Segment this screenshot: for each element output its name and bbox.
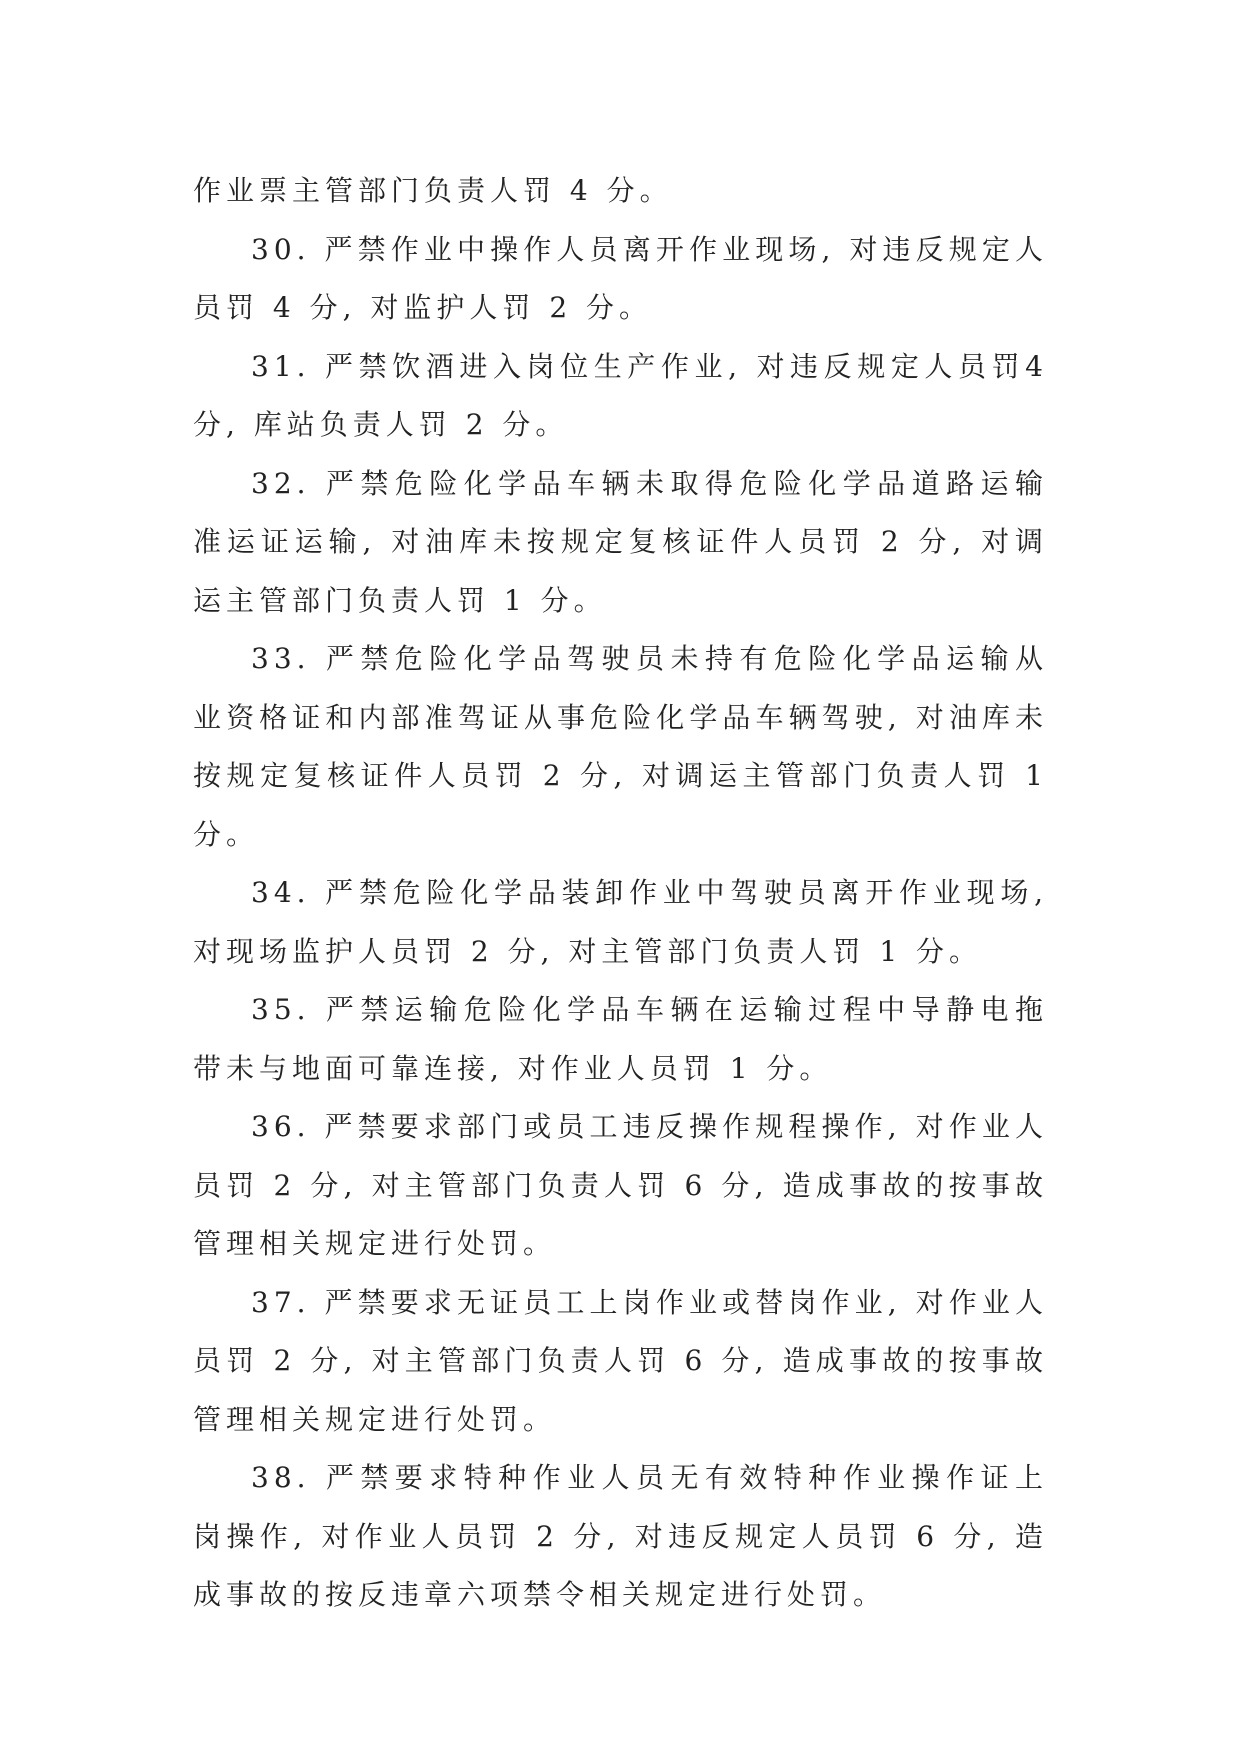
- paragraph-item-37: 37. 严禁要求无证员工上岗作业或替岗作业, 对作业人员罚 2 分, 对主管部门负责人罚 6 分, 造成事故的按事故管理相关规定进行处罚。: [193, 1285, 1048, 1436]
- paragraph-item-30: 30. 严禁作业中操作人员离开作业现场, 对违反规定人员罚 4 分, 对监护人罚 2 分。: [193, 232, 1048, 324]
- paragraph-item-34: 34. 严禁危险化学品装卸作业中驾驶员离开作业现场, 对现场监护人员罚 2 分, 对主管部门负责人罚 1 分。: [193, 876, 1048, 968]
- paragraph-item-32: 32. 严禁危险化学品车辆未取得危险化学品道路运输准运证运输, 对油库未按规定复核证件人员罚 2 分, 对调运主管部门负责人罚 1 分。: [193, 466, 1048, 617]
- paragraph-item-38: 38. 严禁要求特种作业人员无有效特种作业操作证上岗操作, 对作业人员罚 2 分, 对违反规定人员罚 6 分, 造成事故的按反违章六项禁令相关规定进行处罚。: [193, 1461, 1048, 1611]
- paragraph-item-33: 33. 严禁危险化学品驾驶员未持有危险化学品运输从业资格证和内部准驾证从事危险化学品车辆驾驶, 对油库未按规定复核证件人员罚 2 分, 对调运主管部门负责人罚 1 分。: [193, 642, 1048, 851]
- paragraph-item-36: 36. 严禁要求部门或员工违反操作规程操作, 对作业人员罚 2 分, 对主管部门负责人罚 6 分, 造成事故的按事故管理相关规定进行处罚。: [193, 1110, 1048, 1260]
- paragraph-item-31: 31. 严禁饮酒进入岗位生产作业, 对违反规定人员罚4分, 库站负责人罚 2 分。: [193, 349, 1048, 441]
- document-body: [193, 162, 1048, 1625]
- paragraph-item-35: 35. 严禁运输危险化学品车辆在运输过程中导静电拖带未与地面可靠连接, 对作业人员罚 1 分。: [193, 993, 1048, 1085]
- paragraph-continuation: 作业票主管部门负责人罚 4 分。: [193, 174, 673, 207]
